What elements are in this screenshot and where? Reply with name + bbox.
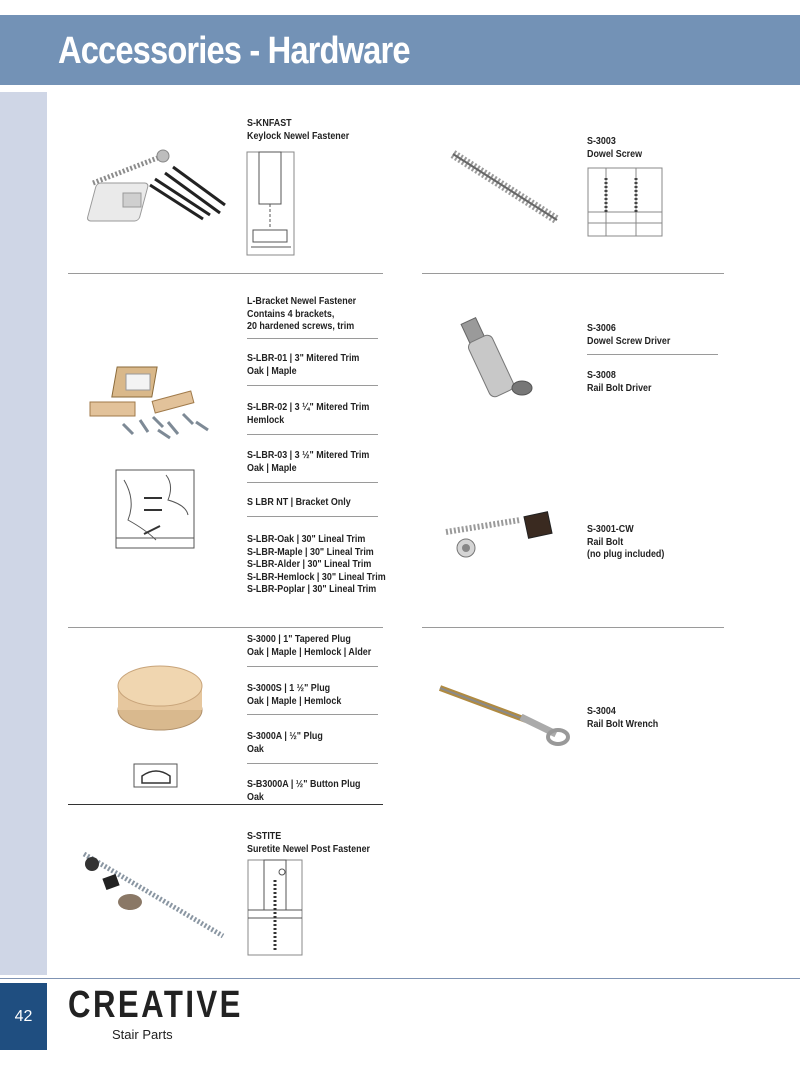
stite-label — [247, 830, 370, 855]
product-desc: Dowel Screw — [587, 147, 643, 160]
product-desc: Oak | Maple | Hemlock — [247, 694, 342, 707]
product-desc: Oak | Maple — [247, 364, 297, 377]
dowel-screw-label — [587, 135, 642, 160]
item-divider — [247, 516, 378, 517]
l-bracket-image — [88, 362, 218, 442]
knfast-diagram — [247, 152, 295, 257]
product-desc: Oak | Maple — [247, 461, 297, 474]
product-code: S-3000A | ½" Plug — [247, 730, 323, 742]
lbr02-label — [247, 401, 369, 426]
footer-rule — [0, 978, 800, 979]
dowel-screw-driver-image — [460, 318, 550, 398]
stite-diagram — [248, 860, 303, 956]
rail-driver-label — [587, 369, 651, 394]
section-divider — [68, 804, 383, 805]
plugb3000a-label — [247, 778, 361, 803]
product-code: S-3004 — [587, 705, 616, 717]
lineal-item: S-LBR-Maple | 30" Lineal Trim — [247, 545, 374, 558]
product-code: S LBR NT | Bracket Only — [247, 496, 351, 508]
dowel-screw-diagram — [588, 168, 663, 238]
knfast-label — [247, 117, 349, 142]
section-divider — [422, 627, 724, 628]
suretite-fastener-image — [78, 850, 228, 940]
item-divider — [247, 434, 378, 435]
page-number: 42 — [0, 983, 47, 1050]
item-divider — [587, 354, 718, 355]
item-divider — [247, 338, 378, 339]
product-desc: Oak — [247, 742, 264, 755]
brand-logo: CREATIVE — [68, 984, 243, 1026]
section-divider — [68, 627, 383, 628]
product-code: S-KNFAST — [247, 117, 292, 129]
rail-bolt-label — [587, 523, 664, 561]
item-divider — [247, 714, 378, 715]
lineal-item: S-LBR-Poplar | 30" Lineal Trim — [247, 583, 377, 595]
product-line: Contains 4 brackets, — [247, 307, 335, 320]
rail-bolt-image — [440, 508, 560, 563]
keylock-fastener-image — [85, 145, 235, 225]
plug3000a-label — [247, 730, 323, 755]
lbr01-label — [247, 352, 359, 377]
lbr03-label — [247, 449, 369, 474]
page-title: Accessories - Hardware — [58, 30, 410, 72]
brand-subtitle: Stair Parts — [112, 1027, 173, 1042]
l-bracket-diagram — [116, 470, 196, 550]
lineal-item: S-LBR-Alder | 30" Lineal Trim — [247, 558, 372, 570]
wrench-label — [587, 705, 658, 730]
product-desc: Rail Bolt Driver — [587, 381, 652, 394]
product-desc: Keylock Newel Fastener — [247, 129, 350, 142]
product-title: L-Bracket Newel Fastener — [247, 295, 357, 307]
section-divider — [68, 273, 383, 274]
product-line: 20 hardened screws, trim — [247, 320, 355, 332]
product-desc: Dowel Screw Driver — [587, 334, 671, 347]
l-bracket-label — [247, 295, 356, 333]
product-code: S-3000 | 1" Tapered Plug — [247, 633, 351, 645]
product-code: S-3006 — [587, 322, 616, 334]
driver-label — [587, 322, 670, 347]
product-code: S-3001-CW — [587, 523, 634, 535]
section-divider — [422, 273, 724, 274]
side-strip — [0, 92, 47, 975]
dowel-screw-image — [445, 148, 565, 228]
product-code: S-LBR-01 | 3" Mitered Trim — [247, 352, 360, 364]
product-desc: Suretite Newel Post Fastener — [247, 842, 371, 855]
plug3000-label — [247, 633, 371, 658]
item-divider — [247, 666, 378, 667]
product-desc: Oak | Maple | Hemlock | Alder — [247, 645, 372, 658]
product-code: S-3003 — [587, 135, 616, 147]
item-divider — [247, 482, 378, 483]
product-desc: Rail Bolt Wrench — [587, 717, 659, 730]
tapered-plug-image — [116, 664, 206, 734]
button-plug-icon — [134, 764, 178, 788]
lbrnt-label — [247, 496, 351, 509]
product-code: S-LBR-03 | 3 ½" Mitered Trim — [247, 449, 370, 461]
rail-bolt-wrench-image — [436, 684, 576, 748]
product-desc: Rail Bolt — [587, 535, 624, 548]
item-divider — [247, 385, 378, 386]
product-code: S-3008 — [587, 369, 616, 381]
product-code: S-STITE — [247, 830, 282, 842]
product-note: (no plug included) — [587, 548, 665, 560]
lineal-item: S-LBR-Oak | 30" Lineal Trim — [247, 533, 366, 545]
lineal-trim-list — [247, 533, 386, 596]
product-code: S-LBR-02 | 3 ¼" Mitered Trim — [247, 401, 370, 413]
item-divider — [247, 763, 378, 764]
product-code: S-3000S | 1 ½" Plug — [247, 682, 331, 694]
product-desc: Oak — [247, 790, 264, 803]
product-code: S-B3000A | ½" Button Plug — [247, 778, 361, 790]
lineal-item: S-LBR-Hemlock | 30" Lineal Trim — [247, 570, 386, 583]
plug3000s-label — [247, 682, 341, 707]
product-desc: Hemlock — [247, 413, 285, 426]
